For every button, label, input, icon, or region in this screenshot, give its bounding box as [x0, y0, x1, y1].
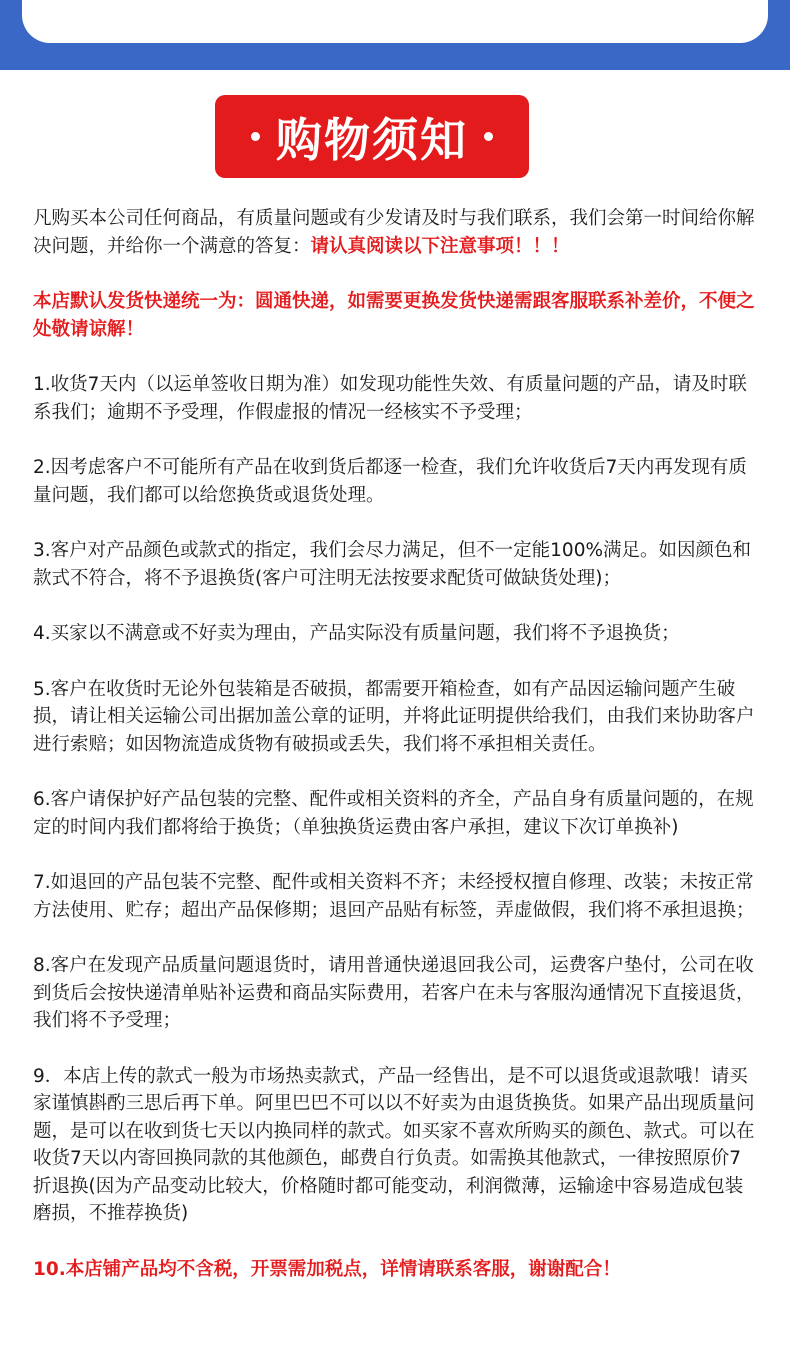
rule-item: 5.客户在收货时无论外包装箱是否破损，都需要开箱检查，如有产品因运输问题产生破损，请让相关运输公司出据加盖公章的证明，并将此证明提供给我们，由我们来协助客户进行索赔；如因物流造成货物有破损或丢失，我们将不承担相关责任。 — [33, 678, 755, 755]
rule-item: 7.如退回的产品包装不完整、配件或相关资料不齐；未经授权擅自修理、改装；未按正常方法使用、贮存；超出产品保修期；退回产品贴有标签，弄虚做假，我们将不承担退换； — [33, 872, 755, 921]
page-title: 购物须知 — [276, 112, 468, 167]
bullet-dot-right — [484, 132, 493, 141]
intro-paragraph — [33, 205, 758, 260]
notice-content — [33, 205, 758, 1311]
rule-item: 4.买家以不满意或不好卖为理由，产品实际没有质量问题，我们将不予退换货； — [33, 623, 680, 644]
rule-item: 6.客户请保护好产品包装的完整、配件或相关资料的齐全，产品自身有质量问题的，在规定的时间内我们都将给于换货；（单独换货运费由客户承担，建议下次订单换补) — [33, 789, 754, 838]
rule-item: 2.因考虑客户不可能所有产品在收到货后都逐一检查，我们允许收货后7天内再发现有质量问题，我们都可以给您换货或退货处理。 — [33, 457, 747, 506]
title-banner — [215, 95, 529, 178]
rule-item: 3.客户对产品颜色或款式的指定，我们会尽力满足，但不一定能100%满足。如因颜色和款式不符合，将不予退换货(客户可注明无法按要求配货可做缺货处理)； — [33, 540, 752, 589]
intro-highlight: 请认真阅读以下注意事项！！！ — [310, 235, 570, 257]
intro-text: 凡购买本公司任何商品，有质量问题或有少发请及时与我们联系，我们会第一时间给你解决问题，并给你一个满意的答复： — [33, 208, 755, 257]
courier-notice: 本店默认发货快递统一为：圆通快递，如需要更换发货快递需跟客服联系补差价，不便之处敬请谅解！ — [33, 291, 755, 340]
rule-item: 9．本店上传的款式一般为市场热卖款式，产品一经售出，是不可以退货或退款哦！请买家谨慎斟酌三思后再下单。阿里巴巴不可以以不好卖为由退货换货。如果产品出现质量问题，是可以在收到货七天以内换同样的款式。如买家不喜欢所购买的颜色、款式。可以在收货7天以内寄回换同款的其他颜色，邮费自行负责。如需换其他款式，一律按照原价7折退换(因为产品变动比较大，价格随时都可能变动，利润微薄，运输途中容易造成包装磨损，不推荐换货) — [33, 1065, 755, 1224]
top-white-card — [22, 0, 768, 43]
rule-item: 1.收货7天内（以运单签收日期为准）如发现功能性失效、有质量问题的产品，请及时联系我们；逾期不予受理，作假虚报的情况一经核实不予受理； — [33, 374, 747, 423]
rule-item: 8.客户在发现产品质量问题退货时，请用普通快递退回我公司，运费客户垫付，公司在收到货后会按快递清单贴补运费和商品实际费用，若客户在未与客服沟通情况下直接退货，我们将不予受理； — [33, 955, 755, 1031]
bullet-dot-left — [251, 132, 260, 141]
tax-notice: 10.本店铺产品均不含税，开票需加税点，详情请联系客服，谢谢配合！ — [33, 1258, 621, 1280]
